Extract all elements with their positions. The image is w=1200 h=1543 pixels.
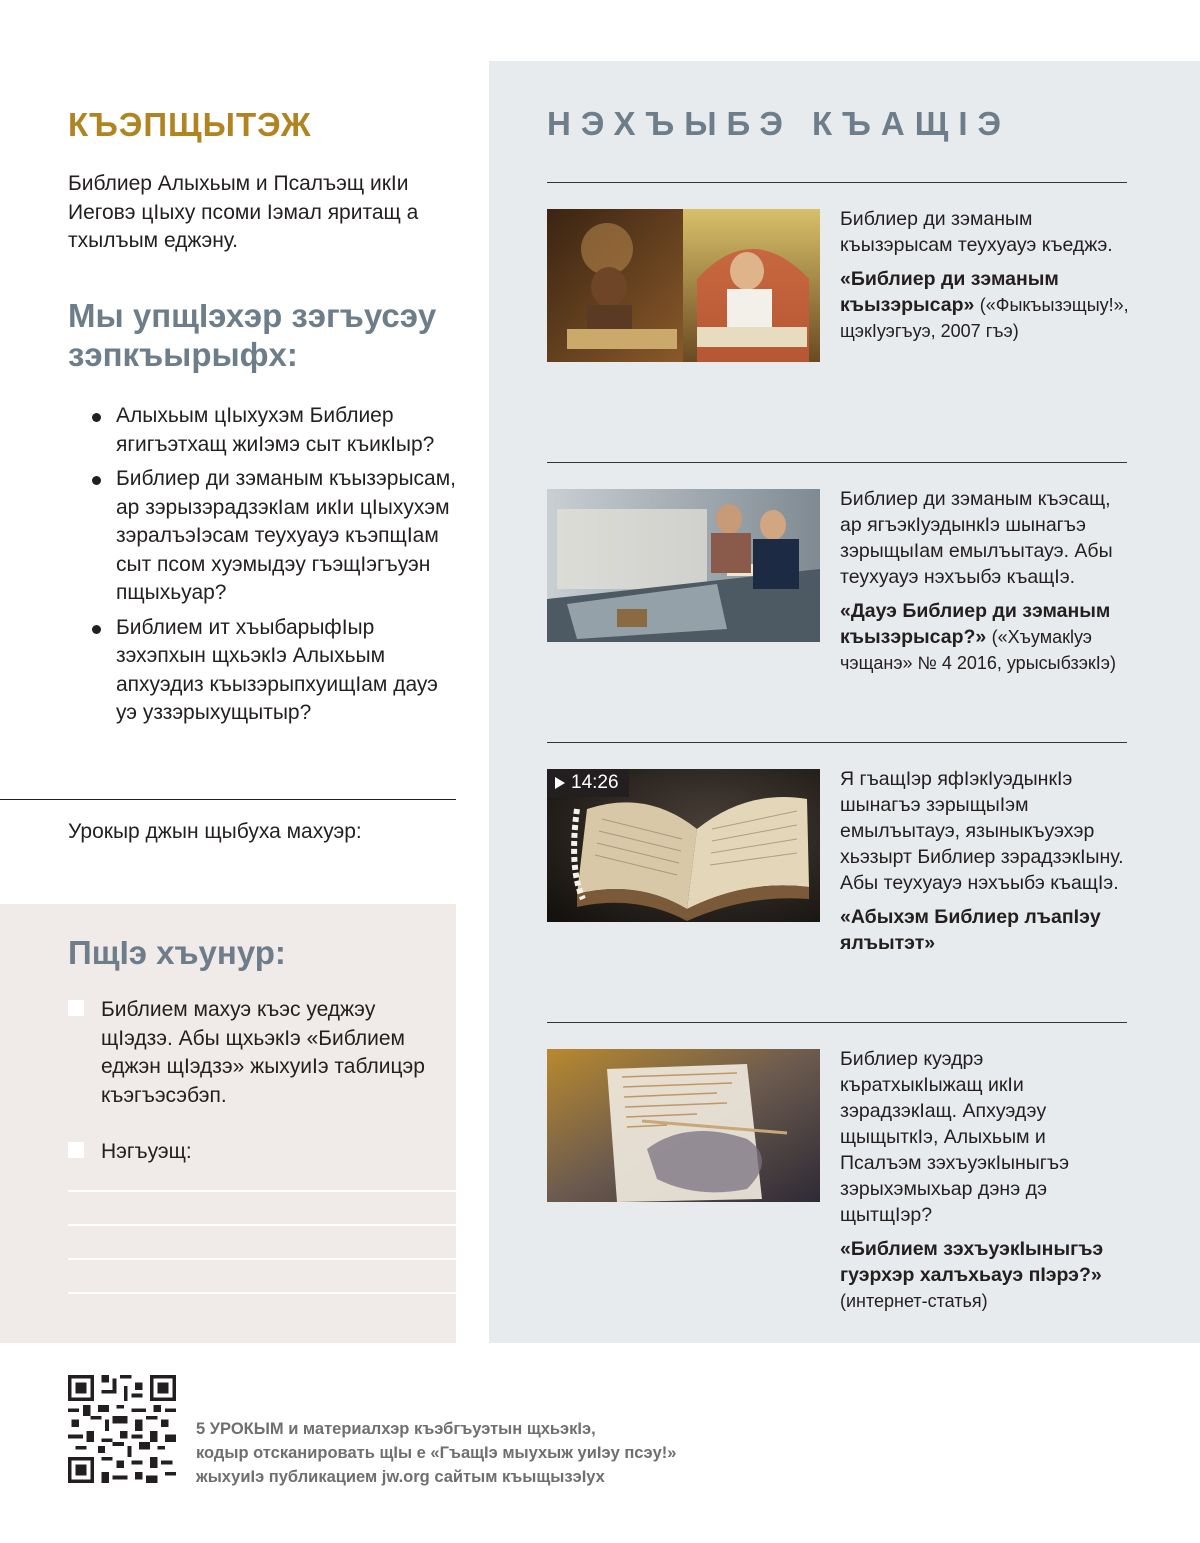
divider xyxy=(547,1022,1127,1023)
footer-note: 5 УРОКЫМ и материалхэр къэбгъуэтын щхьэкIэ, кодыр отсканировать щIы е «ГъащIэ мыухыж уиIэу псэу!» жыхуиIэ публикацием jw.org сайтым къыщызэIух xyxy=(196,1420,677,1486)
old-bible-video-image[interactable] xyxy=(547,769,820,922)
review-heading: Мы упщIэхэр зэгъусэу зэпкъырыфх: xyxy=(68,297,437,373)
card-link[interactable]: «Дауэ Библиер ди зэманым къызэрысар?» xyxy=(840,600,1111,648)
goal-heading: ПщIэ хъунур: xyxy=(68,934,286,971)
writing-line[interactable] xyxy=(68,1292,456,1294)
explore-heading: НЭХЪЫБЭ КЪАЩIЭ xyxy=(547,105,1011,142)
card-link[interactable]: «Библиер ди зэманым къызэрысар» xyxy=(840,268,1059,316)
divider xyxy=(547,742,1127,743)
goal-item-label: Нэгъуэщ: xyxy=(101,1140,192,1163)
explore-card: Библиер ди зэманым къэсащ, ар ягъэкIуэдынкIэ шынагъэ зэрыщыIам емылъытауэ. Абы теухуауэ нэхъыбэ къащIэ. «Дауэ Библиер ди зэманым къызэрысар?» («Хъумакlуэ чэщанэ» № 4 2016, урысыбзэкIэ) xyxy=(840,488,1116,673)
museum-manuscripts-image[interactable] xyxy=(547,489,820,642)
writing-line[interactable] xyxy=(68,1258,456,1260)
bible-translators-image[interactable] xyxy=(547,209,820,362)
lesson-date-label: Урокыр джын щыбуха махуэр: xyxy=(68,820,362,843)
bullet-icon xyxy=(92,625,101,634)
divider xyxy=(547,462,1127,463)
left-column xyxy=(0,0,456,1343)
review-question: Алыхьым цIыхухэм Библиер ягигъэтхащ жиIэмэ сыт къикIыр? xyxy=(92,402,457,459)
writing-line[interactable] xyxy=(68,1224,456,1226)
summary-heading: КЪЭПЩЫТЭЖ xyxy=(68,106,312,143)
review-question: Библием ит хъыбарыфIыр зэхэпхын щхьэкIэ Алыхьым апхуэдиз къызэрыпхуищIам дауэ уэ уззэрыхущытыр? xyxy=(92,614,457,728)
bullet-icon xyxy=(92,476,101,485)
handwritten-scroll-image[interactable] xyxy=(547,1049,820,1202)
explore-panel xyxy=(489,61,1200,1343)
goal-checkbox-item[interactable] xyxy=(68,996,438,1110)
goal-box xyxy=(0,904,456,1343)
explore-card: Я гъащIэр яфIэкIуэдынкIэ шынагъэ зэрыщыIэм емылъытауэ, языныкъуэхэр хьэзырт Библиер зэрадзэкIыну. Абы теухуауэ нэхъыбэ къащIэ. «Абыхэм Библиер лъапIэу ялъытэт» xyxy=(840,768,1124,954)
writing-line[interactable] xyxy=(68,1190,456,1192)
review-questions xyxy=(92,402,457,734)
divider xyxy=(547,182,1127,183)
goal-item-label: Библием махуэ къэс уеджэу щIэдзэ. Абы щхьэкIэ «Библием еджэн щIэдзэ» жыхуиIэ таблицэр къэгъэсэбэп. xyxy=(101,998,425,1107)
review-question: Библиер ди зэманым къызэрысам, ар зэрызэрадзэкIам икIи цIыхухэм зэралъэIэсам теухуауэ къэпщIам сыт псом хуэмыдэу гъэщIэгъуэн пщыхьуар? xyxy=(92,465,457,608)
card-link[interactable]: «Библием зэхъуэкIыныгъэ гуэрхэр халъхьауэ пIэрэ?» xyxy=(840,1238,1104,1286)
bullet-icon xyxy=(92,413,101,422)
card-link[interactable]: «Абыхэм Библиер лъапIэу ялъытэт» xyxy=(840,906,1101,954)
divider xyxy=(0,799,456,800)
checkbox-icon[interactable] xyxy=(68,1142,84,1158)
play-icon[interactable] xyxy=(555,777,565,789)
explore-card: Библиер куэдрэ къратхыкIыжащ икIи зэрадзэкIащ. Апхуэдэу щыщыткIэ, Алыхьым и Псалъэм зэхъуэкIыныгъэ зэрыхэмыхьар дэнэ дэ щытщIэр? «Библием зэхъуэкIыныгъэ гуэрхэр халъхьауэ пIэрэ?» (интернет-статья) xyxy=(840,1048,1104,1311)
goal-checkbox-item-other[interactable] xyxy=(68,1138,438,1167)
checkbox-icon[interactable] xyxy=(68,1000,84,1016)
qr-code-icon[interactable] xyxy=(68,1375,176,1483)
summary-text: Библиер Алыхьым и Псалъэщ икIи Иеговэ цIыху псоми Iэмал яритащ а тхылъым еджэну. xyxy=(68,172,419,252)
video-duration-badge[interactable]: 14:26 xyxy=(547,769,629,797)
explore-card: Библиер ди зэманым къызэрысам теухуауэ къеджэ. «Библиер ди зэманым къызэрысар» («Фыкъызэщыу!», щэкIуэгъуэ, 2007 гъэ) xyxy=(840,208,1129,341)
